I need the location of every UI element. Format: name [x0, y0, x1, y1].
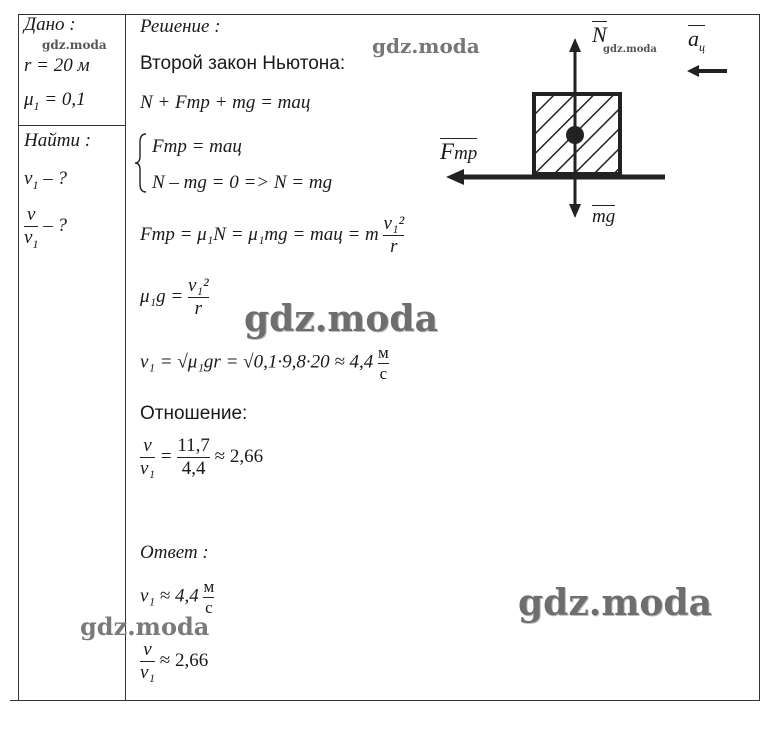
find-ratio-den-wrap [24, 226, 39, 251]
find-v1-symbol: v [24, 168, 33, 189]
mu-eq-den: r [194, 297, 203, 319]
ratio-equation [140, 436, 263, 479]
answer-ratio-den: v₁ [140, 661, 156, 683]
table-top-border [18, 14, 760, 15]
ratio-den: v₁ [140, 457, 156, 479]
ratio-value-den: 4,4 [181, 457, 206, 479]
answer-line-2 [140, 640, 208, 683]
friction-arrow-head [446, 169, 464, 185]
ratio-num: v [143, 435, 152, 456]
find-ratio-den: v [24, 226, 33, 248]
vector-equation: N + Fтр + mg = maц [140, 92, 311, 113]
label-F-sub: тр [454, 143, 478, 164]
given-find-divider [18, 125, 126, 126]
watermark-answer: gdz.moda [518, 582, 712, 624]
answer-ratio-num: v [143, 639, 152, 660]
system-eq-1: Fтр = maц [152, 136, 242, 157]
find-v1-sub: 1 [32, 178, 39, 192]
given-mu-sub: 1 [33, 99, 40, 113]
label-N-text: N [592, 22, 607, 47]
find-ratio-fraction [24, 204, 39, 251]
label-a-letter: a [688, 26, 699, 51]
v1-unit-fraction [378, 344, 389, 383]
label-a [688, 26, 705, 52]
answer-unit-num: м [203, 577, 215, 596]
friction-eq-den: r [390, 235, 398, 257]
given-radius [24, 55, 90, 77]
answer-line-1 [140, 578, 214, 617]
column-divider [125, 14, 126, 700]
label-F [440, 139, 477, 165]
normal-arrow-head [569, 38, 581, 52]
answer-ratio-result: ≈ 2,66 [159, 649, 209, 671]
ratio-fraction [140, 436, 155, 479]
table-right-border [759, 14, 760, 700]
watermark-given: gdz.moda [42, 38, 107, 52]
solution-heading: Решение : [140, 16, 221, 37]
ratio-heading: Отношение: [140, 403, 248, 424]
newton-law-text: Второй закон Ньютона: [140, 53, 346, 74]
friction-equation [140, 214, 404, 257]
ratio-value-fraction [177, 436, 210, 479]
answer-ratio-fraction [140, 640, 155, 683]
v1-unit-num: м [378, 343, 389, 362]
mu-equation [140, 276, 209, 319]
friction-eq-fraction [383, 214, 404, 257]
given-mu-value: = 0,1 [39, 89, 86, 110]
gravity-arrow-head [569, 204, 581, 218]
watermark-diagram: gdz.moda [603, 44, 657, 55]
center-of-mass [566, 126, 584, 144]
friction-eq-left: Fтр = μ₁N = μ₁mg = maц = m [140, 223, 379, 245]
label-a-sub: ц [699, 40, 705, 54]
system-eq-2: N – mg = 0 => N = mg [152, 172, 333, 193]
v1-eq-text: v₁ = √μ₁gr = √0,1·9,8·20 ≈ 4,4 [140, 351, 374, 373]
ratio-equals: = [159, 445, 173, 467]
friction-eq-num: v₁² [383, 213, 405, 234]
v1-unit-den: с [379, 363, 388, 383]
label-a-text [688, 26, 705, 52]
system-brace [134, 132, 148, 194]
given-radius-text: r = 20 м [24, 55, 90, 76]
find-ratio-num: v [27, 204, 36, 225]
label-mg [592, 206, 615, 228]
answer-unit-fraction [203, 578, 214, 617]
label-F-letter: F [440, 139, 455, 164]
mu-eq-left: μ₁g = [140, 285, 184, 307]
find-heading: Найти : [24, 130, 92, 151]
acceleration-arrow-head [687, 65, 699, 77]
v1-equation [140, 344, 389, 383]
table-left-border [18, 14, 19, 700]
given-mu-symbol: μ [24, 89, 34, 110]
watermark-center: gdz.moda [244, 298, 438, 340]
label-mg-text: mg [592, 206, 616, 227]
mu-eq-num: v₁² [187, 275, 209, 296]
find-ratio [24, 204, 67, 251]
find-v1-tail: – ? [38, 168, 67, 189]
mu-eq-fraction [188, 276, 209, 319]
ratio-value-num: 11,7 [177, 435, 210, 456]
answer-unit-den: с [205, 597, 213, 617]
given-mu [24, 89, 86, 111]
ratio-result: ≈ 2,66 [214, 445, 264, 467]
watermark-solution-top: gdz.moda [372, 34, 480, 58]
answer-line-1-text: v₁ ≈ 4,4 [140, 585, 199, 607]
label-F-text [440, 139, 477, 165]
given-heading: Дано : [24, 14, 76, 35]
find-ratio-den-sub: 1 [32, 236, 39, 251]
watermark-bottom-left: gdz.moda [80, 612, 210, 641]
table-bottom-border [10, 700, 760, 701]
find-ratio-tail: – ? [38, 214, 67, 236]
find-v1 [24, 168, 67, 190]
answer-heading: Ответ : [140, 542, 209, 563]
